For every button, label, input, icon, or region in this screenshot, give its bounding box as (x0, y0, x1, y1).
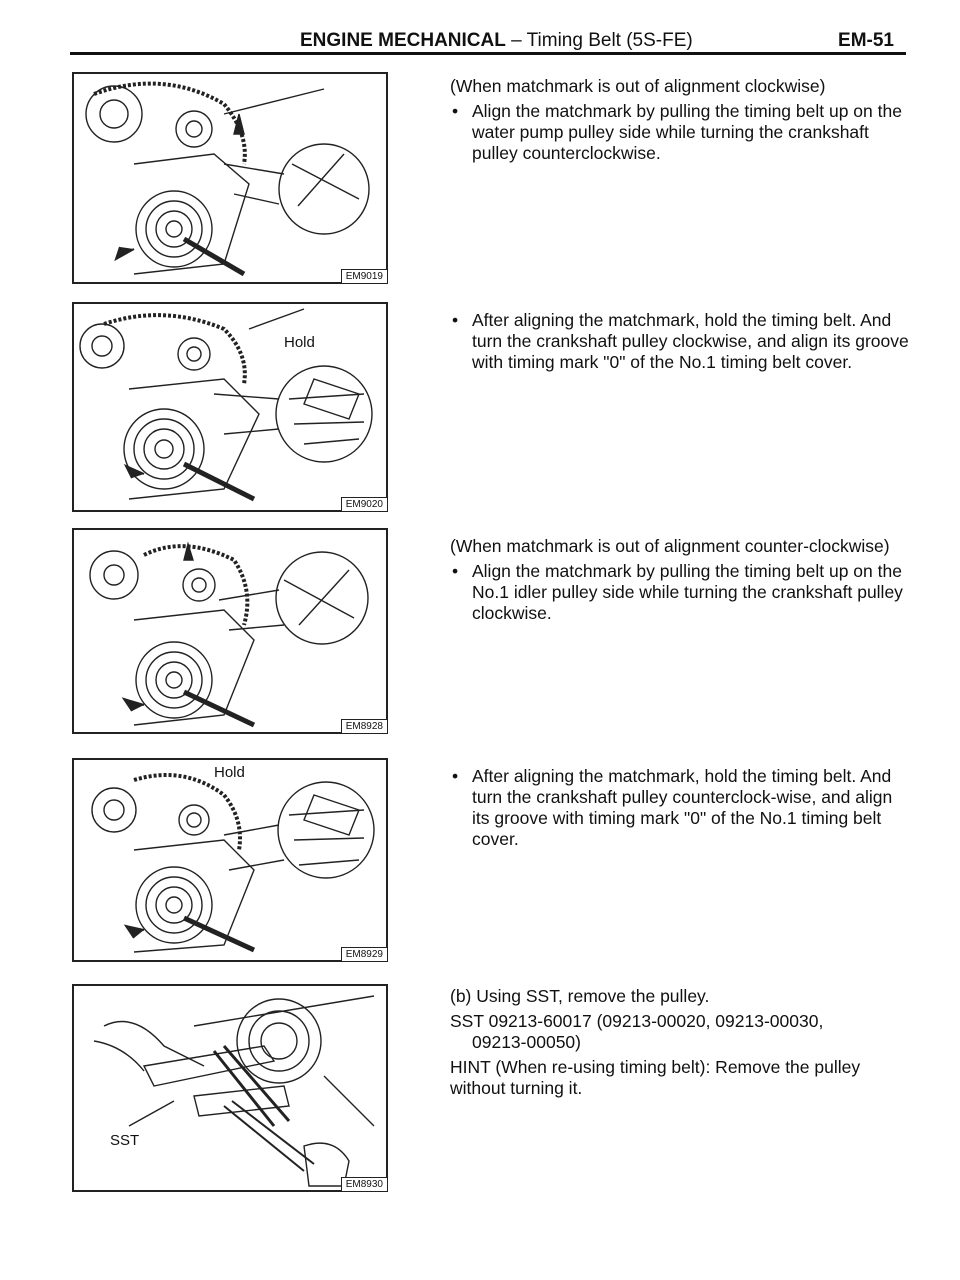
figure-em8928 (72, 528, 388, 734)
figure-em9020 (72, 302, 388, 512)
bullet-item (450, 101, 910, 164)
bullet-text: After aligning the matchmark, hold the timing belt. And turn the crankshaft pulley clockwise, and align its groove with timing mark "0" of the No.1 timing belt cover. (472, 310, 909, 372)
bullet-text: Align the matchmark by pulling the timing belt up on the water pump pulley side while turning the crankshaft pulley counterclockwise. (472, 101, 902, 163)
figure-id: EM8929 (341, 947, 388, 962)
bullet-item (450, 561, 910, 624)
engine-illustration-4 (74, 760, 386, 960)
engine-illustration-3 (74, 530, 386, 732)
bullet-text: After aligning the matchmark, hold the timing belt. And turn the crankshaft pulley counterclock-wise, and align its groove with timing mark "0" of the No.1 timing belt cover. (472, 766, 893, 849)
header-subtitle: – Timing Belt (5S-FE) (505, 30, 693, 51)
header-section: ENGINE MECHANICAL (300, 30, 506, 51)
header-rule (70, 52, 906, 55)
text-block-4 (450, 766, 910, 854)
bullet-text: Align the matchmark by pulling the timing belt up on the No.1 idler pulley side while turning the crankshaft pulley clockwise. (472, 561, 903, 623)
bullet-item (450, 766, 910, 850)
hint-text: HINT (When re-using timing belt): Remove the pulley without turning it. (450, 1057, 861, 1098)
header-title (300, 30, 693, 52)
text-block-5 (450, 986, 910, 1103)
text-block-2 (450, 310, 910, 377)
figure-em8929 (72, 758, 388, 962)
section-heading: (When matchmark is out of alignment clockwise) (450, 76, 826, 96)
bullet-item (450, 310, 910, 373)
bullet-icon: • (452, 766, 459, 786)
bullet-icon: • (452, 310, 459, 330)
sst-line-1: SST 09213-60017 (09213-00020, 09213-00030, (450, 1011, 824, 1031)
figure-id: EM8930 (341, 1177, 388, 1192)
page-header (70, 30, 906, 52)
figure-id: EM9019 (341, 269, 388, 284)
bullet-icon: • (452, 561, 459, 581)
figure-label-hold: Hold (214, 764, 245, 781)
text-block-1 (450, 76, 910, 168)
section-heading: (When matchmark is out of alignment counter-clockwise) (450, 536, 890, 556)
figure-id: EM8928 (341, 719, 388, 734)
engine-illustration-2 (74, 304, 386, 510)
step-text: (b) Using SST, remove the pulley. (450, 986, 710, 1006)
figure-id: EM9020 (341, 497, 388, 512)
figure-label-sst: SST (110, 1132, 140, 1149)
pulley-removal-illustration (74, 986, 386, 1190)
figure-em8930 (72, 984, 388, 1192)
sst-line-2: 09213-00050) (472, 1032, 581, 1052)
sst-text (450, 1011, 910, 1053)
page-number: EM-51 (838, 30, 894, 51)
bullet-icon: • (452, 101, 459, 121)
figure-em9019 (72, 72, 388, 284)
figure-label-hold: Hold (284, 334, 315, 351)
engine-illustration-1 (74, 74, 386, 282)
text-block-3 (450, 536, 910, 628)
